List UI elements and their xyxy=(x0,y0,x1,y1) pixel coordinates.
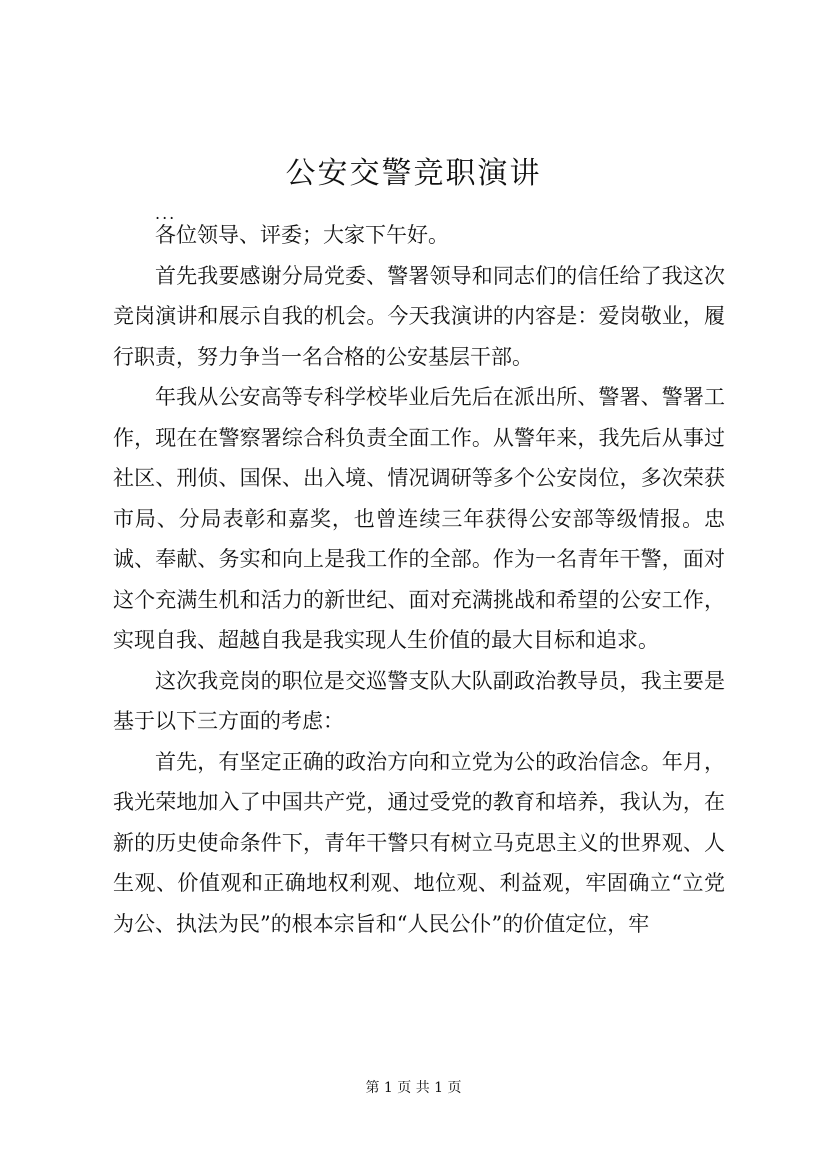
ellipsis-mark: ... xyxy=(155,204,177,223)
paragraph-position: 这次我竞岗的职位是交巡警支队大队副政治教导员，我主要是基于以下三方面的考虑： xyxy=(113,668,725,733)
paragraph-background: 年我从公安高等专科学校毕业后先后在派出所、警署、警署工作，现在在警察署综合科负责全面工作。从警年来，我先后从事过社区、刑侦、国保、出入境、情况调研等多个公安岗位，多次荣获市局、分局表彰和嘉奖，也曾连续三年获得公安部等级情报。忠诚、奉献、务实和向上是我工作的全部。作为一名青年干警，面对这个充满生机和活力的新世纪、面对充满挑战和希望的公安工作，实现自我、超越自我是我实现人生价值的最大目标和追求。 xyxy=(113,385,725,652)
document-title: 公安交警竞职演讲 xyxy=(285,156,542,191)
paragraph-thanks: 首先我要感谢分局党委、警署领导和同志们的信任给了我这次竞岗演讲和展示自我的机会。今天我演讲的内容是：爱岗敬业，履行职责，努力争当一名合格的公安基层干部。 xyxy=(113,263,725,369)
paragraph-first-reason: 首先，有坚定正确的政治方向和立党为公的政治信念。年月，我光荣地加入了中国共产党，通过受党的教育和培养，我认为，在新的历史使命条件下，青年干警只有树立马克思主义的世界观、人生观、价值观和正确地权利观、地位观、利益观，牢固确立“立党为公、执法为民”的根本宗旨和“人民公仆”的价值定位，牢 xyxy=(113,749,725,936)
document-body xyxy=(113,215,725,944)
paragraph-greeting: 各位领导、评委；大家下午好。 xyxy=(155,223,449,247)
page-footer: 第 1 页 共 1 页 xyxy=(365,1080,462,1096)
